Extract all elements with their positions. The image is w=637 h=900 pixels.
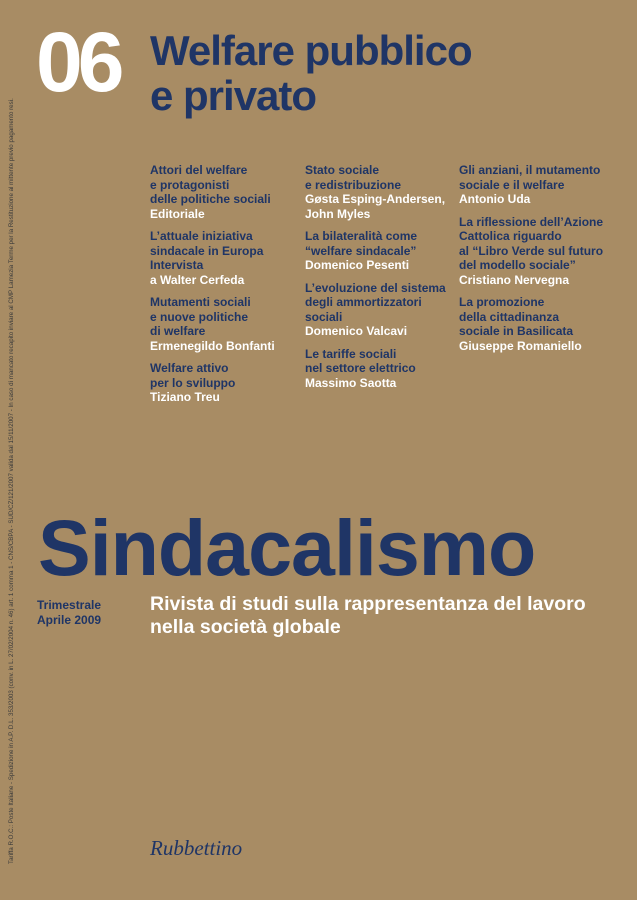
toc-title-line: del modello sociale” [459,258,576,272]
toc-entry-title [150,361,300,390]
toc-title-line: al “Libro Verde sul futuro [459,243,604,258]
toc-author-line: Giuseppe Romaniello [459,338,582,353]
toc-author-line: Domenico Pesenti [305,258,410,272]
toc-title-line: L’evoluzione del sistema [305,280,446,295]
toc-title-line: sociale e il welfare [459,177,565,192]
toc-author-line: a Walter Cerfeda [150,272,245,287]
toc-entry-title [305,281,465,325]
toc-entry [150,295,300,353]
toc-entry-author [150,207,300,222]
toc-entry [459,215,624,288]
toc-title-line: e nuove politiche [150,309,249,324]
toc-author-line: Antonio Uda [459,192,531,206]
issue-frequency [37,598,147,627]
toc-entry-author [150,339,300,354]
toc-title-line: Stato sociale [305,163,380,177]
toc-entry [305,163,465,221]
toc-entry [150,163,300,221]
issue-title-line: e privato [150,72,317,119]
toc-title-line: di welfare [150,324,206,338]
toc-column-2 [305,163,465,398]
issue-date: Aprile 2009 [37,612,102,627]
toc-title-line: Cattolica riguardo [459,229,562,243]
toc-entry [305,281,465,339]
toc-title-line: La riflessione dell’Azione [459,214,604,229]
toc-title-line: degli ammortizzatori [305,295,422,309]
toc-entry-title [305,229,465,258]
toc-entry-title [459,215,624,273]
toc-entry-title [459,163,624,192]
issue-title-line: Welfare pubblico [150,27,472,74]
postal-notice: Tariffa R.O.C.: Poste Italiane - Spedizione in A.P. D.L. 353/2003 (conv. in L. 27/02/2004 n. 46) art. 1 comma 1 - CNS/CBPA - SUD/CZ/121/2007 valida dal 15/11/2007 - In caso di mancato recapito inviare al CMP Lamezia Terme per la Restituzione al mittente previo pagamento resi. [8,98,15,864]
toc-author-line: Massimo Saotta [305,375,397,390]
toc-author-line: Ermenegildo Bonfanti [150,338,275,353]
toc-title-line: Intervista [150,258,204,272]
toc-entry-title [305,163,465,192]
issue-number: 06 [36,15,120,109]
toc-entry [459,295,624,353]
toc-title-line: sociale in Basilicata [459,324,574,338]
toc-title-line: e protagonisti [150,177,230,192]
toc-entry-author [459,192,624,207]
toc-entry [459,163,624,207]
toc-entry-author [305,192,465,221]
toc-column-1 [150,163,300,413]
toc-entry-author [150,273,300,288]
toc-entry-author [150,390,300,405]
toc-title-line: e redistribuzione [305,177,402,192]
toc-entry [150,229,300,287]
toc-title-line: Le tariffe sociali [305,346,397,361]
toc-author-line: Gøsta Esping-Andersen, [305,192,446,206]
toc-entry-title [459,295,624,339]
toc-entry-author [305,376,465,391]
toc-author-line: Cristiano Nervegna [459,272,570,287]
frequency-line: Trimestrale [37,598,102,612]
magazine-masthead: Sindacalismo [38,503,536,592]
toc-author-line: John Myles [305,206,371,221]
publisher-logo: Rubbettino [150,836,243,860]
magazine-subtitle [150,593,620,639]
toc-title-line: sindacale in Europa [150,243,264,258]
toc-entry [305,347,465,391]
toc-author-line: Domenico Valcavi [305,324,408,338]
toc-title-line: La promozione [459,295,545,309]
issue-title [150,28,610,118]
toc-title-line: della cittadinanza [459,309,560,324]
toc-title-line: Mutamenti sociali [150,295,251,309]
toc-entry [150,361,300,405]
toc-entry-author [305,324,465,339]
toc-entry-title [150,163,300,207]
toc-entry [305,229,465,273]
toc-title-line: Attori del welfare [150,163,248,177]
toc-entry-author [459,273,624,288]
toc-title-line: nel settore elettrico [305,361,416,375]
toc-title-line: Gli anziani, il mutamento [459,163,601,177]
toc-author-line: Editoriale [150,206,205,221]
toc-title-line: “welfare sindacale” [305,243,417,258]
toc-title-line: La bilateralità come [305,229,418,243]
toc-entry-title [150,295,300,339]
toc-entry-title [305,347,465,376]
toc-entry-title [150,229,300,273]
toc-title-line: per lo sviluppo [150,375,236,390]
toc-column-3 [459,163,624,361]
toc-entry-author [305,258,465,273]
subtitle-line: nella società globale [150,616,341,638]
toc-title-line: Welfare attivo [150,361,229,375]
subtitle-line: Rivista di studi sulla rappresentanza del lavoro [150,593,586,615]
toc-entry-author [459,339,624,354]
toc-author-line: Tiziano Treu [150,390,220,404]
toc-title-line: L’attuale iniziativa [150,229,253,243]
toc-title-line: delle politiche sociali [150,192,271,206]
toc-title-line: sociali [305,309,343,324]
